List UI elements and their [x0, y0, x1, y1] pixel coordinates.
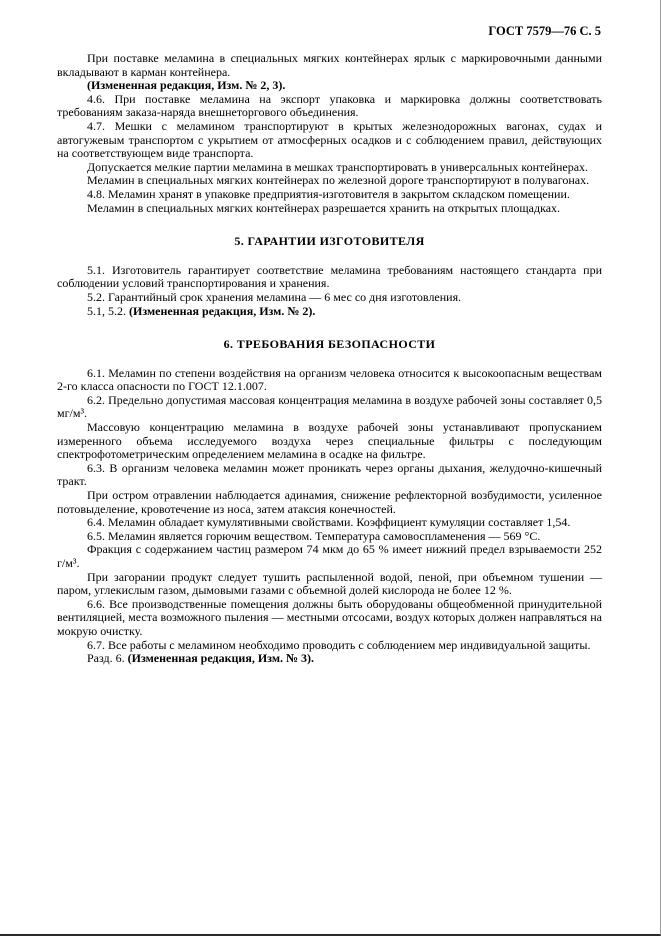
- document-body: [57, 52, 602, 666]
- paragraph-6-2: 6.2. Предельно допустимая массовая концентрация меламина в воздухе рабочей зоны составляет 0,5 мг/м³.: [57, 392, 602, 421]
- paragraph-label-pocket: При поставке меламина в специальных мягких контейнерах ярлык с маркировочными данными вкладывают в карман контейнера.: [57, 51, 602, 79]
- paragraph-6-3: 6.3. В организм человека меламин может проникать через органы дыхания, желудочно-кишечный тракт.: [57, 460, 602, 489]
- section-heading-6: 6. ТРЕБОВАНИЯ БЕЗОПАСНОСТИ: [223, 337, 436, 352]
- paragraph-4-6: 4.6. При поставке меламина на экспорт упаковка и маркировка должны соответствовать требованиям заказа-наряда внешнеторгового объединения.: [57, 91, 602, 120]
- paragraph-acute-poisoning: При остром отравлении наблюдается адинамия, снижение рефлекторной возбудимости, усиленное потовыделение, кровотечение из носа, затем атаксия конечностей.: [57, 488, 602, 516]
- paragraph-4-7: 4.7. Мешки с меламином транспортируют в крытых железнодорожных вагонах, судах и автогужевым транспортом с укрытием от атмосферных осадков и с соблюдением правил, действующих на соответствующем виде транспорта.: [57, 118, 602, 161]
- paragraph-rail-transport: Меламин в специальных мягких контейнерах по железной дороге транспортируют в полувагонах.: [87, 173, 590, 188]
- paragraph-fire-extinguishing: При загорании продукт следует тушить распыленной водой, пеной, при объемном тушении — паром, углекислым газом, дымовыми газами с объемной долей кислорода не более 12 %.: [57, 569, 602, 598]
- amendment-note-6: [57, 652, 602, 666]
- amendment-note-5: [57, 305, 602, 319]
- amendment-note-5-prefix: 5.1, 5.2.: [87, 303, 129, 318]
- paragraph-4-8: 4.8. Меламин хранят в упаковке предприятия-изготовителя в закрытом складском помещении.: [87, 186, 570, 201]
- paragraph-6-7: 6.7. Все работы с меламином необходимо проводить с соблюдением мер индивидуальной защиты.: [87, 637, 591, 652]
- paragraph-6-6: 6.6. Все производственные помещения должны быть оборудованы общеобменной принудительной вентиляцией, места возможного пыления — местными отсосами, воздух которых должен направляться на мокрую очистку.: [57, 596, 602, 638]
- document-header: ГОСТ 7579—76 С. 5: [488, 24, 601, 38]
- paragraph-5-1: 5.1. Изготовитель гарантирует соответствие меламина требованиям настоящего стандарта при соблюдении условий транспортирования и хранения.: [57, 262, 602, 291]
- amendment-note-6-bold: (Измененная редакция, Изм. № 3).: [127, 651, 315, 666]
- paragraph-concentration-method: Массовую концентрацию меламина в воздухе рабочей зоны устанавливают пропусканием измеренного объема исследуемого воздуха через специальные фильтры с последующим спектрофотометрическим определением меламина в осадке на фильтре.: [57, 420, 602, 462]
- paragraph-small-batches: Допускается мелкие партии меламина в мешках транспортировать в универсальных контейнерах.: [87, 159, 589, 174]
- amendment-note-5-bold: (Измененная редакция, Изм. № 2).: [129, 303, 316, 318]
- paragraph-6-5: 6.5. Меламин является горючим веществом. Температура самовоспламенения — 569 °С.: [87, 528, 541, 543]
- paragraph-fraction: Фракция с содержанием частиц размером 74 мкм до 65 % имеет нижний предел взрываемости 252 г/м³.: [57, 542, 602, 570]
- paragraph-open-storage: Меламин в специальных мягких контейнерах разрешается хранить на открытых площадках.: [87, 200, 561, 215]
- amendment-note-6-prefix: Разд. 6.: [87, 651, 128, 666]
- amendment-note-4: (Измененная редакция, Изм. № 2, 3).: [87, 78, 286, 93]
- paragraph-6-4: 6.4. Меламин обладает кумулятивными свойствами. Коэффициент кумуляции составляет 1,54.: [87, 515, 571, 530]
- paragraph-5-2: 5.2. Гарантийный срок хранения меламина — 6 мес со дня изготовления.: [87, 289, 462, 304]
- section-heading-5: 5. ГАРАНТИИ ИЗГОТОВИТЕЛЯ: [234, 234, 425, 249]
- paragraph-6-1: 6.1. Меламин по степени воздействия на организм человека относится к высокоопасным веществам 2-го класса опасности по ГОСТ 12.1.007.: [57, 365, 602, 394]
